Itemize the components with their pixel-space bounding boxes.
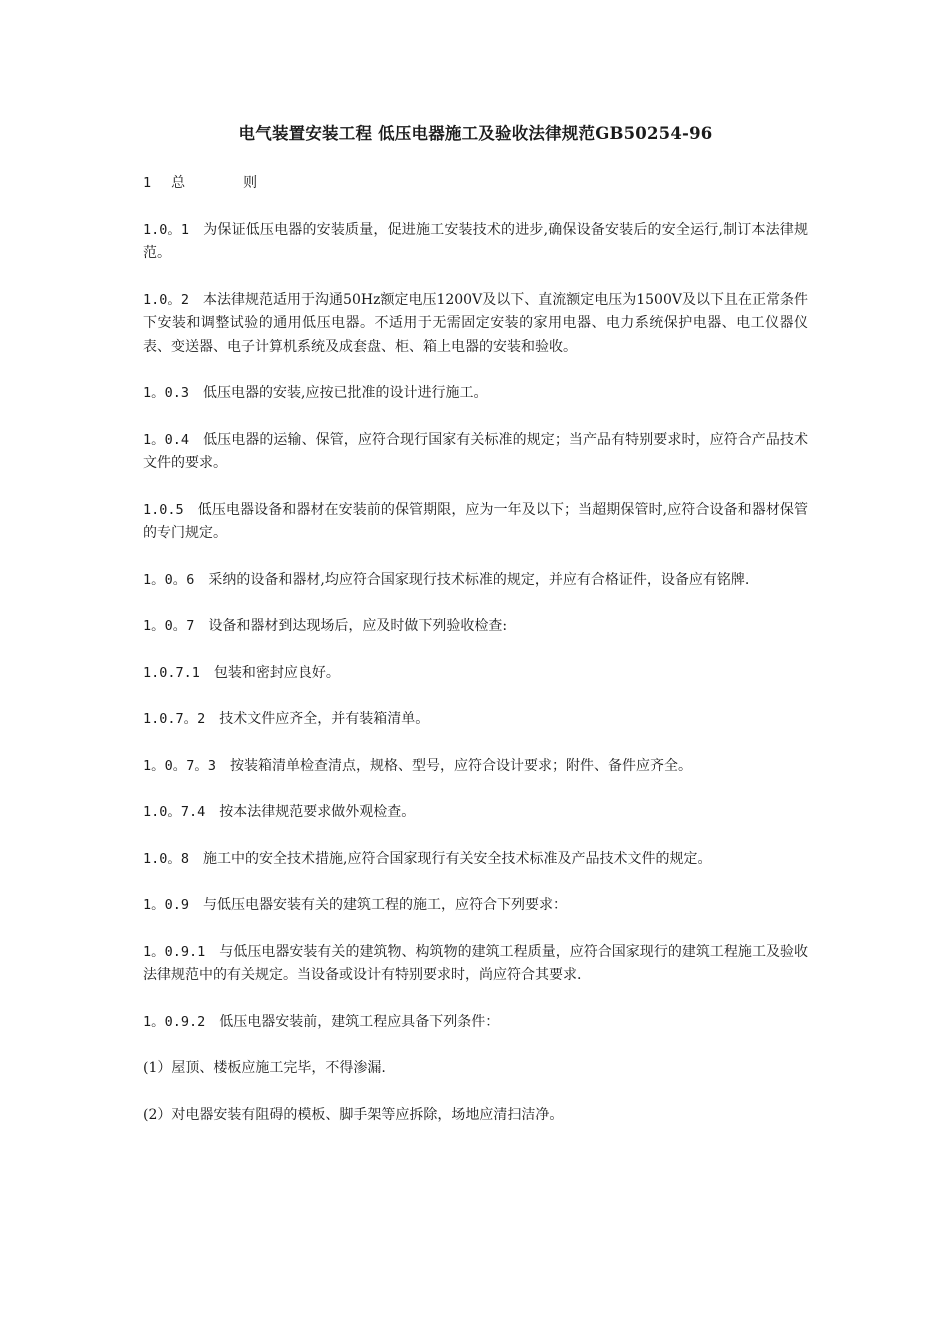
clause-number: 1。0.3 — [143, 385, 190, 401]
clause-paragraph — [143, 615, 808, 639]
clause-text: 技术文件应齐全，并有装箱清单。 — [219, 711, 430, 727]
clause-paragraph — [143, 569, 808, 593]
clause-text: 施工中的安全技术措施,应符合国家现行有关安全技术标准及产品技术文件的规定。 — [203, 850, 712, 867]
clause-paragraph — [143, 801, 808, 825]
clause-paragraph — [143, 429, 808, 476]
clause-text: 为保证低压电器的安装质量，促进施工安装技术的进步,确保设备安装后的安全运行,制订本法律规范。 — [143, 221, 808, 261]
clause-number: 1。0。7 — [143, 618, 195, 634]
chapter-number: 1 — [143, 175, 152, 191]
clause-text: 低压电器设备和器材在安装前的保管期限，应为一年及以下；当超期保管时,应符合设备和器材保管的专门规定。 — [143, 501, 808, 541]
clause-number: 1.0。1 — [143, 221, 190, 238]
chapter-heading — [143, 172, 808, 196]
document-page — [143, 122, 808, 1150]
clause-paragraph — [143, 662, 808, 686]
list-item-text: (1）屋顶、楼板应施工完毕，不得渗漏. — [143, 1060, 386, 1076]
clause-text: 低压电器安装前，建筑工程应具备下列条件： — [219, 1013, 500, 1030]
clause-number: 1。0.9.1 — [143, 943, 206, 960]
clause-paragraph — [143, 755, 808, 779]
clause-text: 按本法律规范要求做外观检查。 — [219, 804, 416, 820]
clause-number: 1.0。7.4 — [143, 804, 206, 820]
clause-number: 1.0.7。2 — [143, 711, 206, 727]
clause-paragraph — [143, 499, 808, 546]
list-item-text: (2）对电器安装有阻碍的模板、脚手架等应拆除，场地应清扫洁净。 — [143, 1106, 564, 1123]
list-item — [143, 1104, 808, 1128]
clause-paragraph — [143, 1011, 808, 1035]
clause-text: 包装和密封应良好。 — [213, 664, 340, 681]
clause-number: 1。0.4 — [143, 431, 190, 448]
clause-list — [143, 219, 808, 1128]
clause-paragraph — [143, 708, 808, 732]
clause-text: 采纳的设备和器材,均应符合国家现行技术标准的规定，并应有合格证件，设备应有铭牌. — [208, 571, 750, 588]
clause-text: 与低压电器安装有关的建筑工程的施工，应符合下列要求： — [203, 897, 568, 913]
clause-number: 1。0。6 — [143, 571, 195, 588]
clause-text: 低压电器的安装,应按已批准的设计进行施工。 — [203, 385, 488, 401]
clause-paragraph — [143, 848, 808, 872]
clause-paragraph — [143, 219, 808, 266]
clause-number: 1。0.9 — [143, 897, 190, 913]
chapter-title-part2: 则 — [243, 175, 258, 191]
clause-text: 按装箱清单检查清点，规格、型号，应符合设计要求；附件、备件应齐全。 — [230, 757, 693, 774]
clause-paragraph — [143, 382, 808, 406]
clause-paragraph — [143, 289, 808, 360]
clause-paragraph — [143, 941, 808, 988]
clause-number: 1.0.7.1 — [143, 664, 200, 681]
clause-text: 低压电器的运输、保管，应符合现行国家有关标准的规定；当产品有特别要求时，应符合产品技术文件的要求。 — [143, 431, 808, 471]
clause-number: 1.0。2 — [143, 291, 190, 308]
chapter-title-part1: 总 — [171, 175, 186, 191]
document-title: 电气装置安装工程 低压电器施工及验收法律规范GB50254-96 — [238, 124, 713, 143]
clause-number: 1。0。7。3 — [143, 757, 217, 774]
clause-paragraph — [143, 894, 808, 918]
clause-text: 设备和器材到达现场后，应及时做下列验收检查: — [208, 618, 508, 634]
list-item — [143, 1057, 808, 1081]
clause-number: 1.0.5 — [143, 501, 184, 518]
clause-text: 本法律规范适用于沟通50Hz额定电压1200V及以下、直流额定电压为1500V及以下且在正常条件下安装和调整试验的通用低压电器。不适用于无需固定安装的家用电器、电力系统保护电器、电工仪器仪表、变送器、电子计算机系统及成套盘、柜、箱上电器的安装和验收。 — [143, 291, 808, 355]
clause-text: 与低压电器安装有关的建筑物、构筑物的建筑工程质量，应符合国家现行的建筑工程施工及验收法律规范中的有关规定。当设备或设计有特别要求时，尚应符合其要求. — [143, 943, 808, 983]
clause-number: 1。0.9.2 — [143, 1013, 206, 1030]
clause-number: 1.0。8 — [143, 850, 190, 867]
